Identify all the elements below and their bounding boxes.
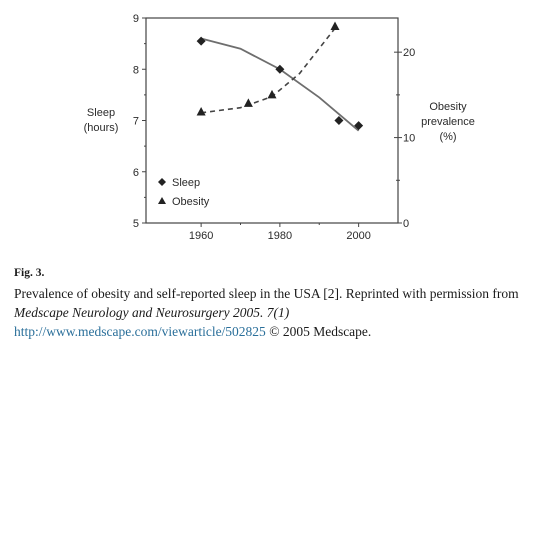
x-tick-label: 2000: [346, 230, 371, 242]
obesity-line: [201, 28, 335, 113]
caption-tail: © 2005 Medscape.: [265, 324, 372, 339]
x-axis-ticks: [189, 223, 371, 242]
legend-sleep-marker: [158, 178, 166, 186]
figure-label: Fig. 3.: [14, 267, 45, 279]
figure-caption: [14, 264, 526, 341]
obesity-point: [197, 107, 206, 116]
x-tick-label: 1960: [188, 230, 214, 242]
right-axis-ticks: [394, 47, 415, 230]
right-tick-label: 20: [403, 47, 416, 60]
sleep-line: [201, 39, 359, 131]
left-axis-label: Sleep: [86, 107, 116, 119]
legend-obesity-label: Obesity: [172, 196, 210, 208]
legend-obesity-marker: [158, 197, 166, 204]
plot-frame: [146, 18, 398, 223]
right-tick-label: 0: [403, 218, 410, 230]
caption-link[interactable]: http://www.medscape.com/viewarticle/502825: [14, 324, 266, 339]
obesity-point: [244, 98, 253, 107]
right-axis-label: Obesity: [429, 101, 467, 113]
series-layer: [197, 22, 364, 131]
sleep-point: [197, 37, 206, 46]
legend-sleep-label: Sleep: [172, 177, 201, 189]
left-tick-label: 9: [132, 13, 139, 25]
right-axis-label-unit: (%): [439, 131, 457, 143]
x-tick-label: 1980: [267, 230, 293, 242]
left-tick-label: 7: [132, 115, 139, 128]
right-tick-label: 10: [403, 132, 416, 145]
caption-citation: Medscape Neurology and Neurosurgery 2005. 7(1): [14, 305, 290, 320]
left-tick-label: 8: [132, 64, 139, 77]
obesity-point: [268, 90, 277, 99]
caption-text: Prevalence of obesity and self-reported sleep in the USA [2]. Reprinted with permission from: [14, 286, 519, 301]
left-axis-ticks: [133, 13, 146, 230]
right-axis-label-line2: prevalence: [421, 116, 475, 128]
left-tick-label: 6: [132, 166, 139, 179]
left-tick-label: 5: [132, 218, 139, 230]
obesity-point: [331, 22, 340, 31]
left-axis-label-unit: (hours): [83, 122, 119, 134]
legend: [158, 177, 210, 208]
